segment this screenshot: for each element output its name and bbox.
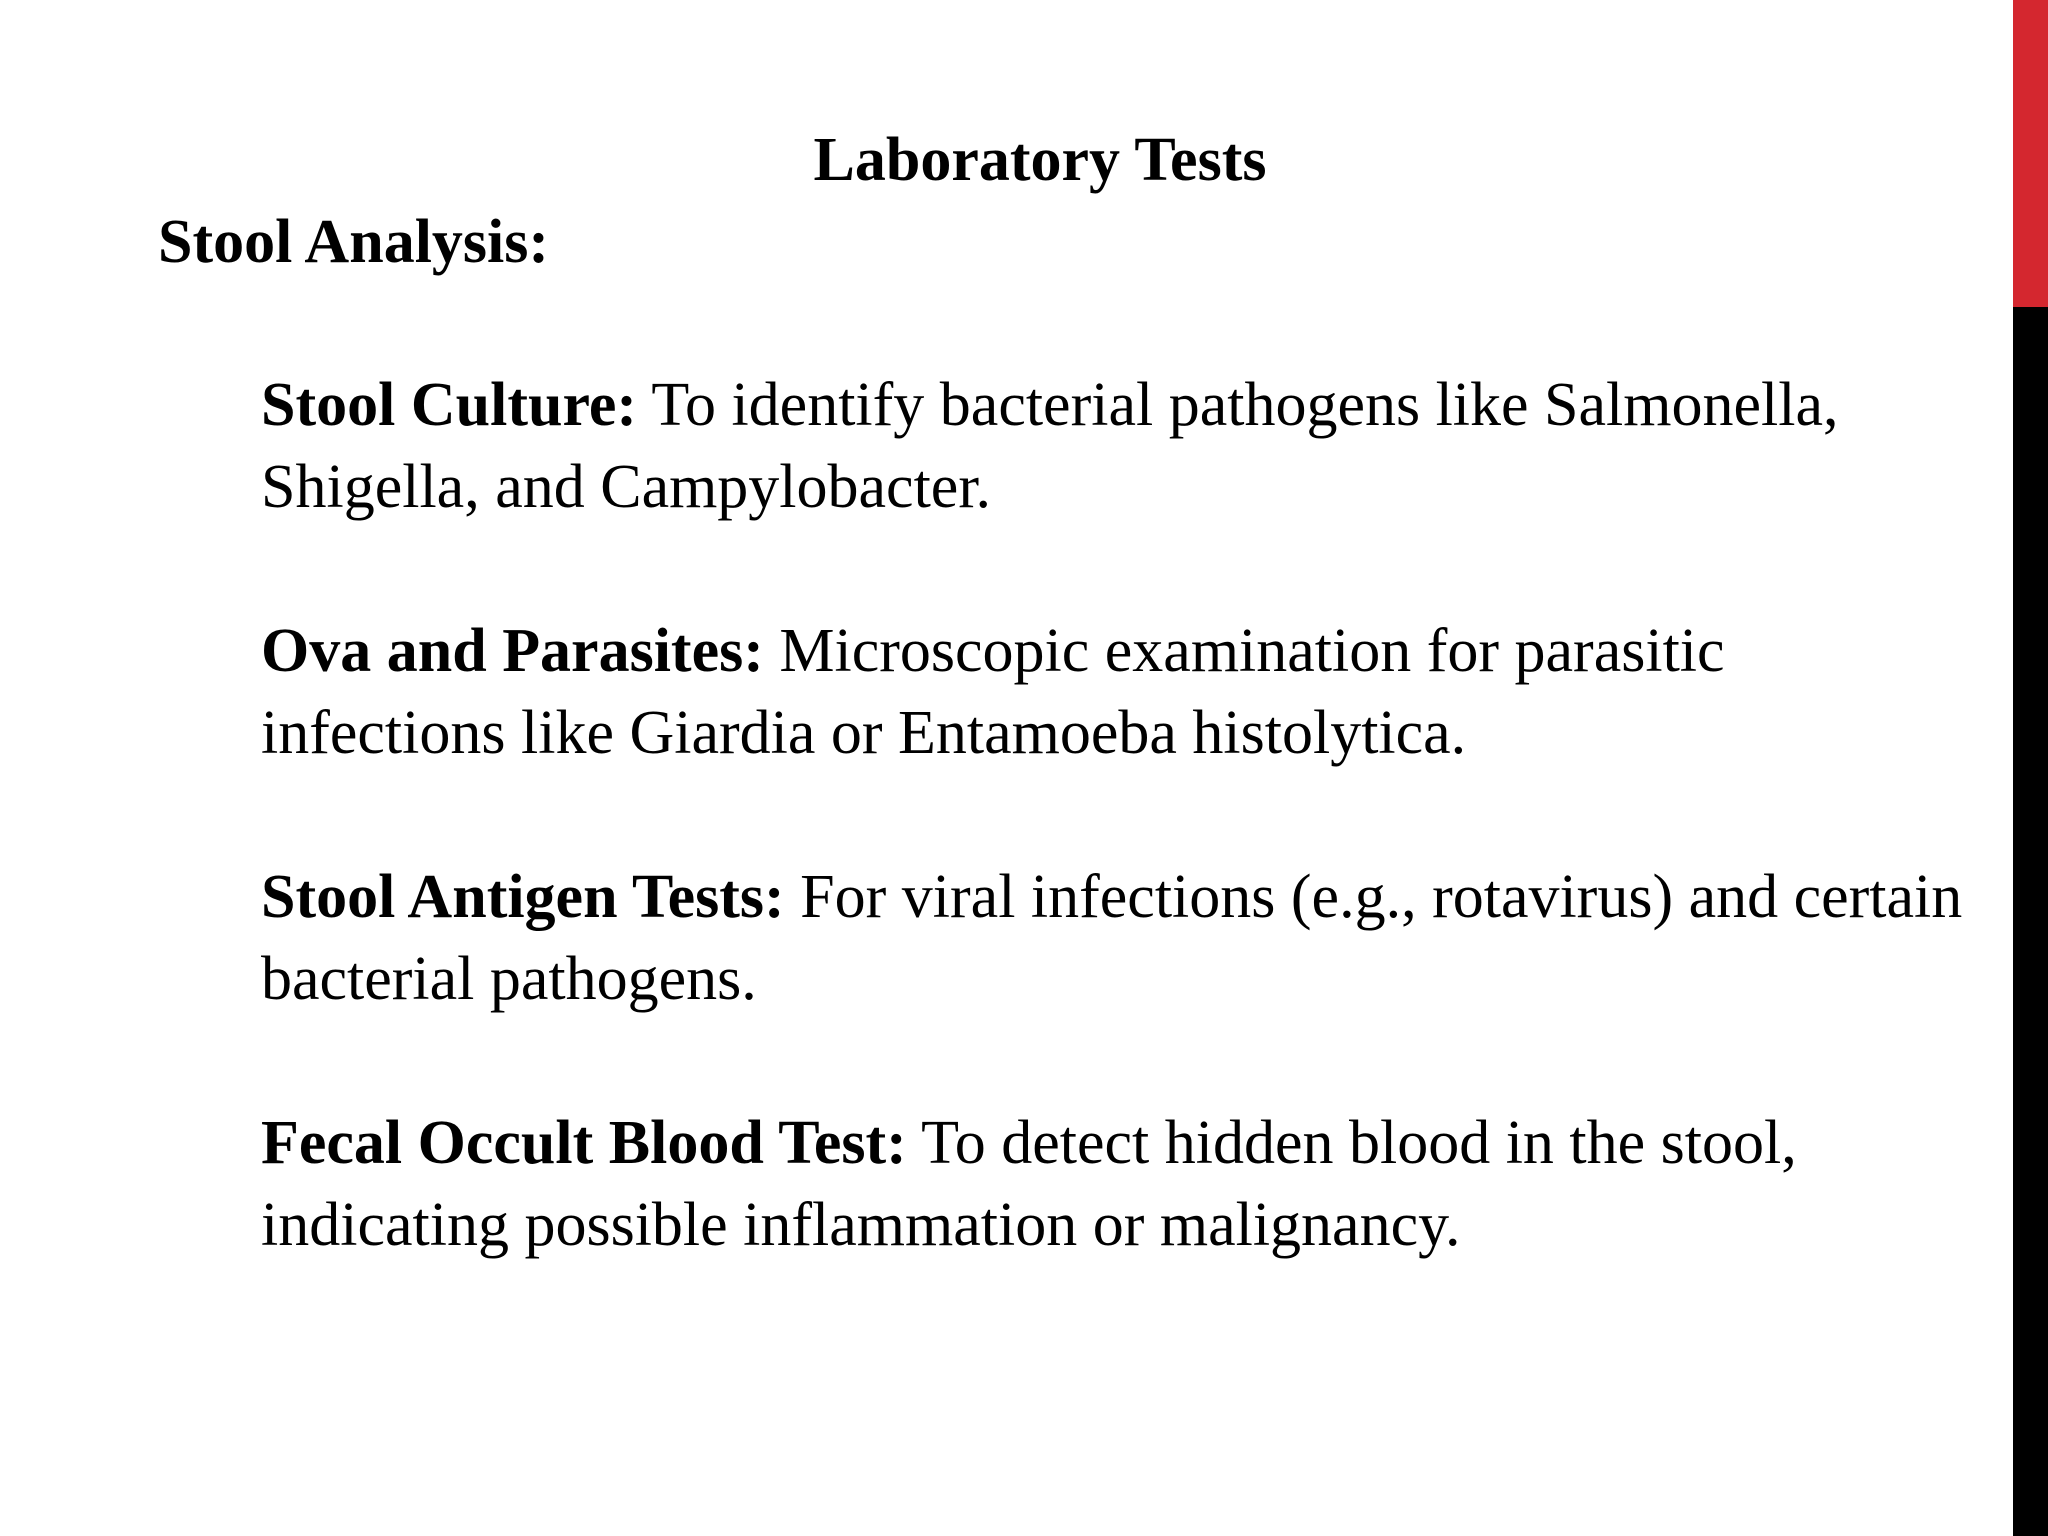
item-term: Ova and Parasites:	[261, 617, 764, 685]
list-item-fecal-occult-blood-test	[261, 1102, 1981, 1266]
item-term: Fecal Occult Blood Test:	[261, 1109, 907, 1177]
item-term: Stool Culture:	[261, 371, 638, 439]
accent-bar-black	[2013, 307, 2048, 1536]
item-description: To detect hidden blood in the stool, indicating possible inflammation or malignancy.	[261, 1109, 1797, 1259]
slide-title: Laboratory Tests	[813, 126, 1267, 194]
list-item-stool-culture	[261, 364, 1981, 528]
item-description: To identify bacterial pathogens like Salmonella, Shigella, and Campylobacter.	[261, 371, 1839, 521]
list-item-ova-parasites	[261, 610, 1981, 774]
list-item-stool-antigen-tests	[261, 856, 1981, 1020]
section-heading: Stool Analysis:	[158, 208, 550, 276]
item-description: Microscopic examination for parasitic infections like Giardia or Entamoeba histolytica.	[261, 617, 1725, 767]
item-term: Stool Antigen Tests:	[261, 863, 785, 931]
item-description: For viral infections (e.g., rotavirus) and certain bacterial pathogens.	[261, 863, 1963, 1013]
